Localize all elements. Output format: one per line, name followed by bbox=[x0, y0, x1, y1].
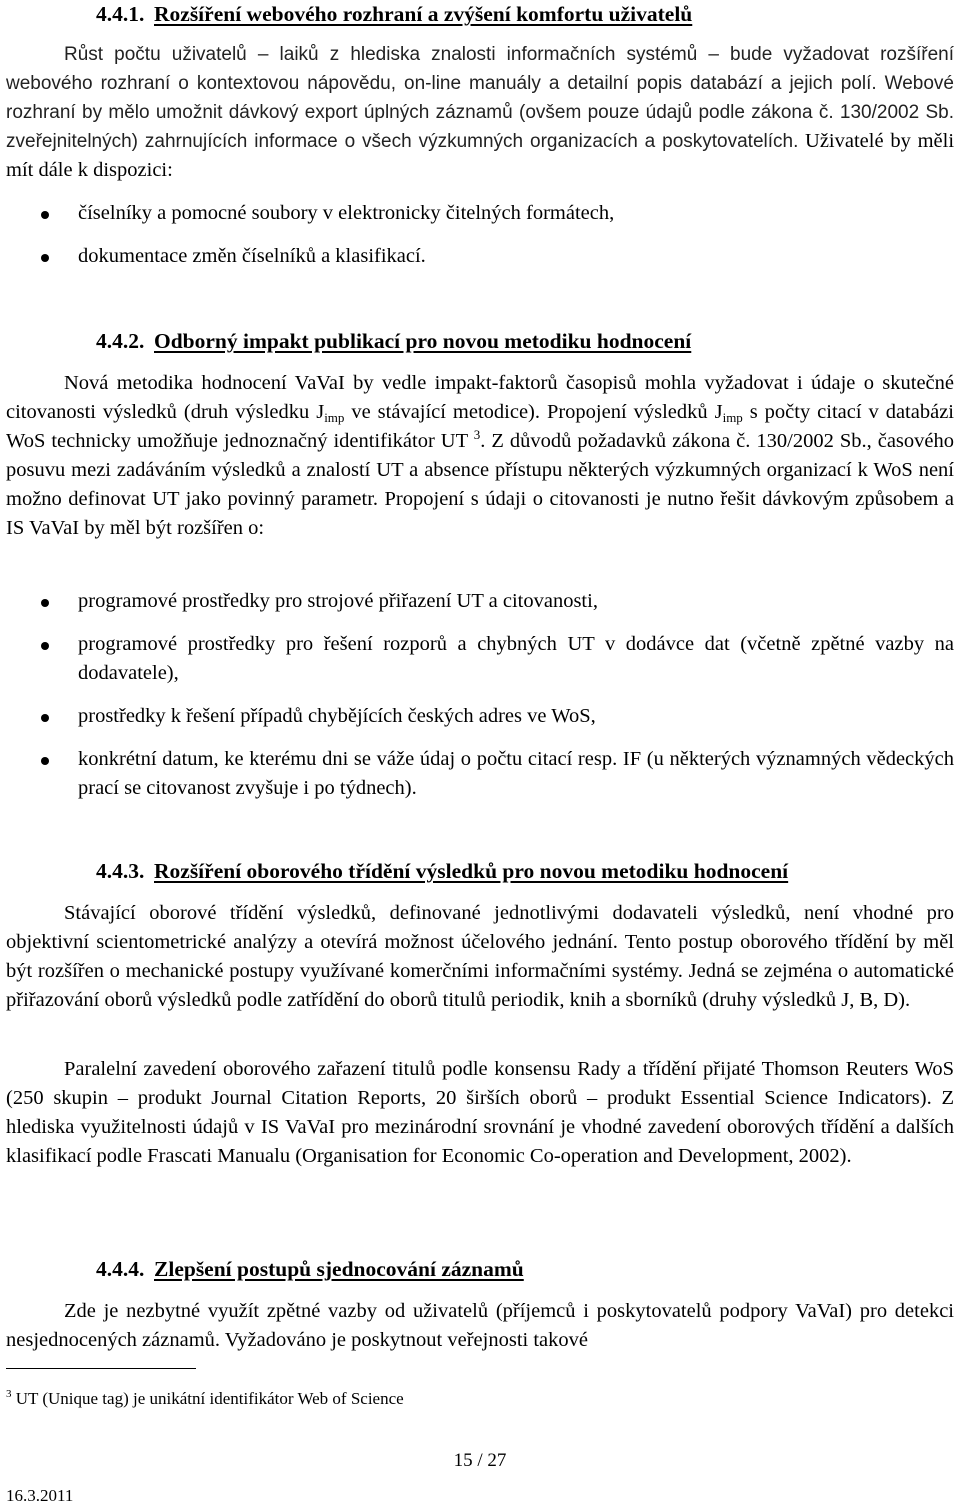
bullet-icon bbox=[41, 211, 49, 219]
paragraph-4-4-3-b: Paralelní zavedení oborového zařazení titulů podle konsensu Rady a třídění přijaté Thomson Reuters WoS (250 skupin – produkt Journal Citation Reports, 20 širších oborů – produkt Essential Science Indicators). Z hlediska využitelnosti údajů v IS VaVaI pro mezinárodní srovnání je vhodné zavedení oborových třídění a dalších klasifikací podle Frascati Manualu (Organisation for Economic Co-operation and Development, 2002). bbox=[6, 1058, 954, 1167]
list-item-text: dokumentace změn číselníků a klasifikací. bbox=[78, 245, 426, 267]
footnote-mark: 3 bbox=[6, 1388, 12, 1400]
bullet-icon bbox=[41, 599, 49, 607]
list-item bbox=[0, 702, 954, 731]
paragraph-sans-part: Růst počtu uživatelů – laiků z hlediska znalosti informačních systémů – bude vyžadovat rozšíření webového rozhraní o kontextovou nápovědu, on-line manuály a detailní popis databází a jejich polí. Webové rozhraní by mělo umožnit dávkový export úplných záznamů (ovšem pouze údajů podle zákona č. 130/2002 Sb. zveřejnitelných) zahrnujících informace o všech výzkumných organizacích a poskytovatelích. bbox=[6, 44, 954, 152]
list-item-text: konkrétní datum, ke kterému dni se váže údaj o počtu citací resp. IF (u některých významných vědeckých prací se citovanost zvyšuje i po týdnech). bbox=[78, 748, 954, 799]
paragraph-4-4-1 bbox=[6, 40, 954, 185]
bullet-list-4-4-2 bbox=[0, 587, 960, 803]
subscript: imp bbox=[324, 410, 345, 425]
section-heading-4-4-3 bbox=[96, 857, 788, 885]
paragraph-4-4-2 bbox=[6, 369, 954, 543]
text-run: ve stávající metodice). Propojení výsledků J bbox=[344, 401, 723, 423]
bullet-icon bbox=[41, 642, 49, 650]
footnote-reference: 3 bbox=[473, 427, 481, 442]
list-item bbox=[0, 242, 954, 271]
paragraph-serif-part: Uživatelé by měli mít dále k dispozici: bbox=[6, 130, 955, 181]
list-item bbox=[0, 199, 954, 228]
section-title: Odborný impakt publikací pro novou metodiku hodnocení bbox=[154, 329, 692, 353]
section-number: 4.4.2. bbox=[96, 329, 145, 353]
paragraph-4-4-4: Zde je nezbytné využít zpětné vazby od uživatelů (příjemců i poskytovatelů podpory VaVaI) pro detekci nesjednocených záznamů. Vyžadováno je poskytnout veřejnosti takové bbox=[6, 1300, 954, 1351]
text-run: s počty citací v databázi WoS technicky umožňuje jednoznačný identifikátor UT bbox=[6, 401, 954, 452]
section-heading-4-4-1 bbox=[96, 0, 692, 28]
list-item-text: programové prostředky pro strojové přiřazení UT a citovanosti, bbox=[78, 590, 598, 612]
section-number: 4.4.3. bbox=[96, 859, 145, 883]
bullet-icon bbox=[41, 254, 49, 262]
list-item bbox=[0, 630, 954, 688]
footnote bbox=[6, 1388, 404, 1410]
section-title: Zlepšení postupů sjednocování záznamů bbox=[154, 1257, 524, 1281]
section-number: 4.4.1. bbox=[96, 2, 145, 26]
paragraph-4-4-3-a: Stávající oborové třídění výsledků, definované jednotlivými dodavateli výsledků, není vhodné pro objektivní scientometrické analýzy a otevírá možnost účelového jednání. Tento postup oborového třídění by měl být rozšířen o mechanické postupy využívané komerčními informačními systémy. Jedná se zejména o automatické přiřazování oborů výsledků podle zatřídění do oborů titulů periodik, knih a sborníků (druhy výsledků J, B, D). bbox=[6, 902, 954, 1011]
bullet-list-4-4-1 bbox=[0, 199, 960, 271]
footnote-separator bbox=[6, 1368, 196, 1369]
list-item-text: číselníky a pomocné soubory v elektronicky čitelných formátech, bbox=[78, 202, 615, 224]
list-item bbox=[0, 745, 954, 803]
document-date: 16.3.2011 bbox=[6, 1486, 74, 1505]
section-title: Rozšíření oborového třídění výsledků pro novou metodiku hodnocení bbox=[154, 859, 789, 883]
section-heading-4-4-2 bbox=[96, 327, 691, 355]
text-run: Nová metodika hodnocení VaVaI by vedle impakt-faktorů časopisů mohla vyžadovat i údaje o skutečné citovanosti výsledků (druh výsledku J bbox=[6, 372, 954, 423]
section-number: 4.4.4. bbox=[96, 1257, 145, 1281]
section-title: Rozšíření webového rozhraní a zvýšení komfortu uživatelů bbox=[154, 2, 693, 26]
section-heading-4-4-4 bbox=[96, 1255, 524, 1283]
list-item-text: prostředky k řešení případů chybějících českých adres ve WoS, bbox=[78, 705, 596, 727]
footnote-text: UT (Unique tag) je unikátní identifikátor Web of Science bbox=[11, 1389, 404, 1408]
bullet-icon bbox=[41, 714, 49, 722]
text-run: . Z důvodů požadavků zákona č. 130/2002 Sb., časového posuvu mezi zadáváním výsledků a znalostí UT a absence přístupu některých výzkumných organizací k WoS není možno definovat UT jako povinný parametr. Propojení s údaji o citovanosti je nutno řešit dávkovým způsobem a IS VaVaI by měl být rozšířen o: bbox=[6, 430, 955, 539]
list-item-text: programové prostředky pro řešení rozporů a chybných UT v dodávce dat (včetně zpětné vazby na dodavatele), bbox=[78, 633, 954, 684]
list-item bbox=[0, 587, 954, 616]
page-number: 15 / 27 bbox=[453, 1450, 507, 1471]
subscript: imp bbox=[722, 410, 743, 425]
bullet-icon bbox=[41, 757, 49, 765]
